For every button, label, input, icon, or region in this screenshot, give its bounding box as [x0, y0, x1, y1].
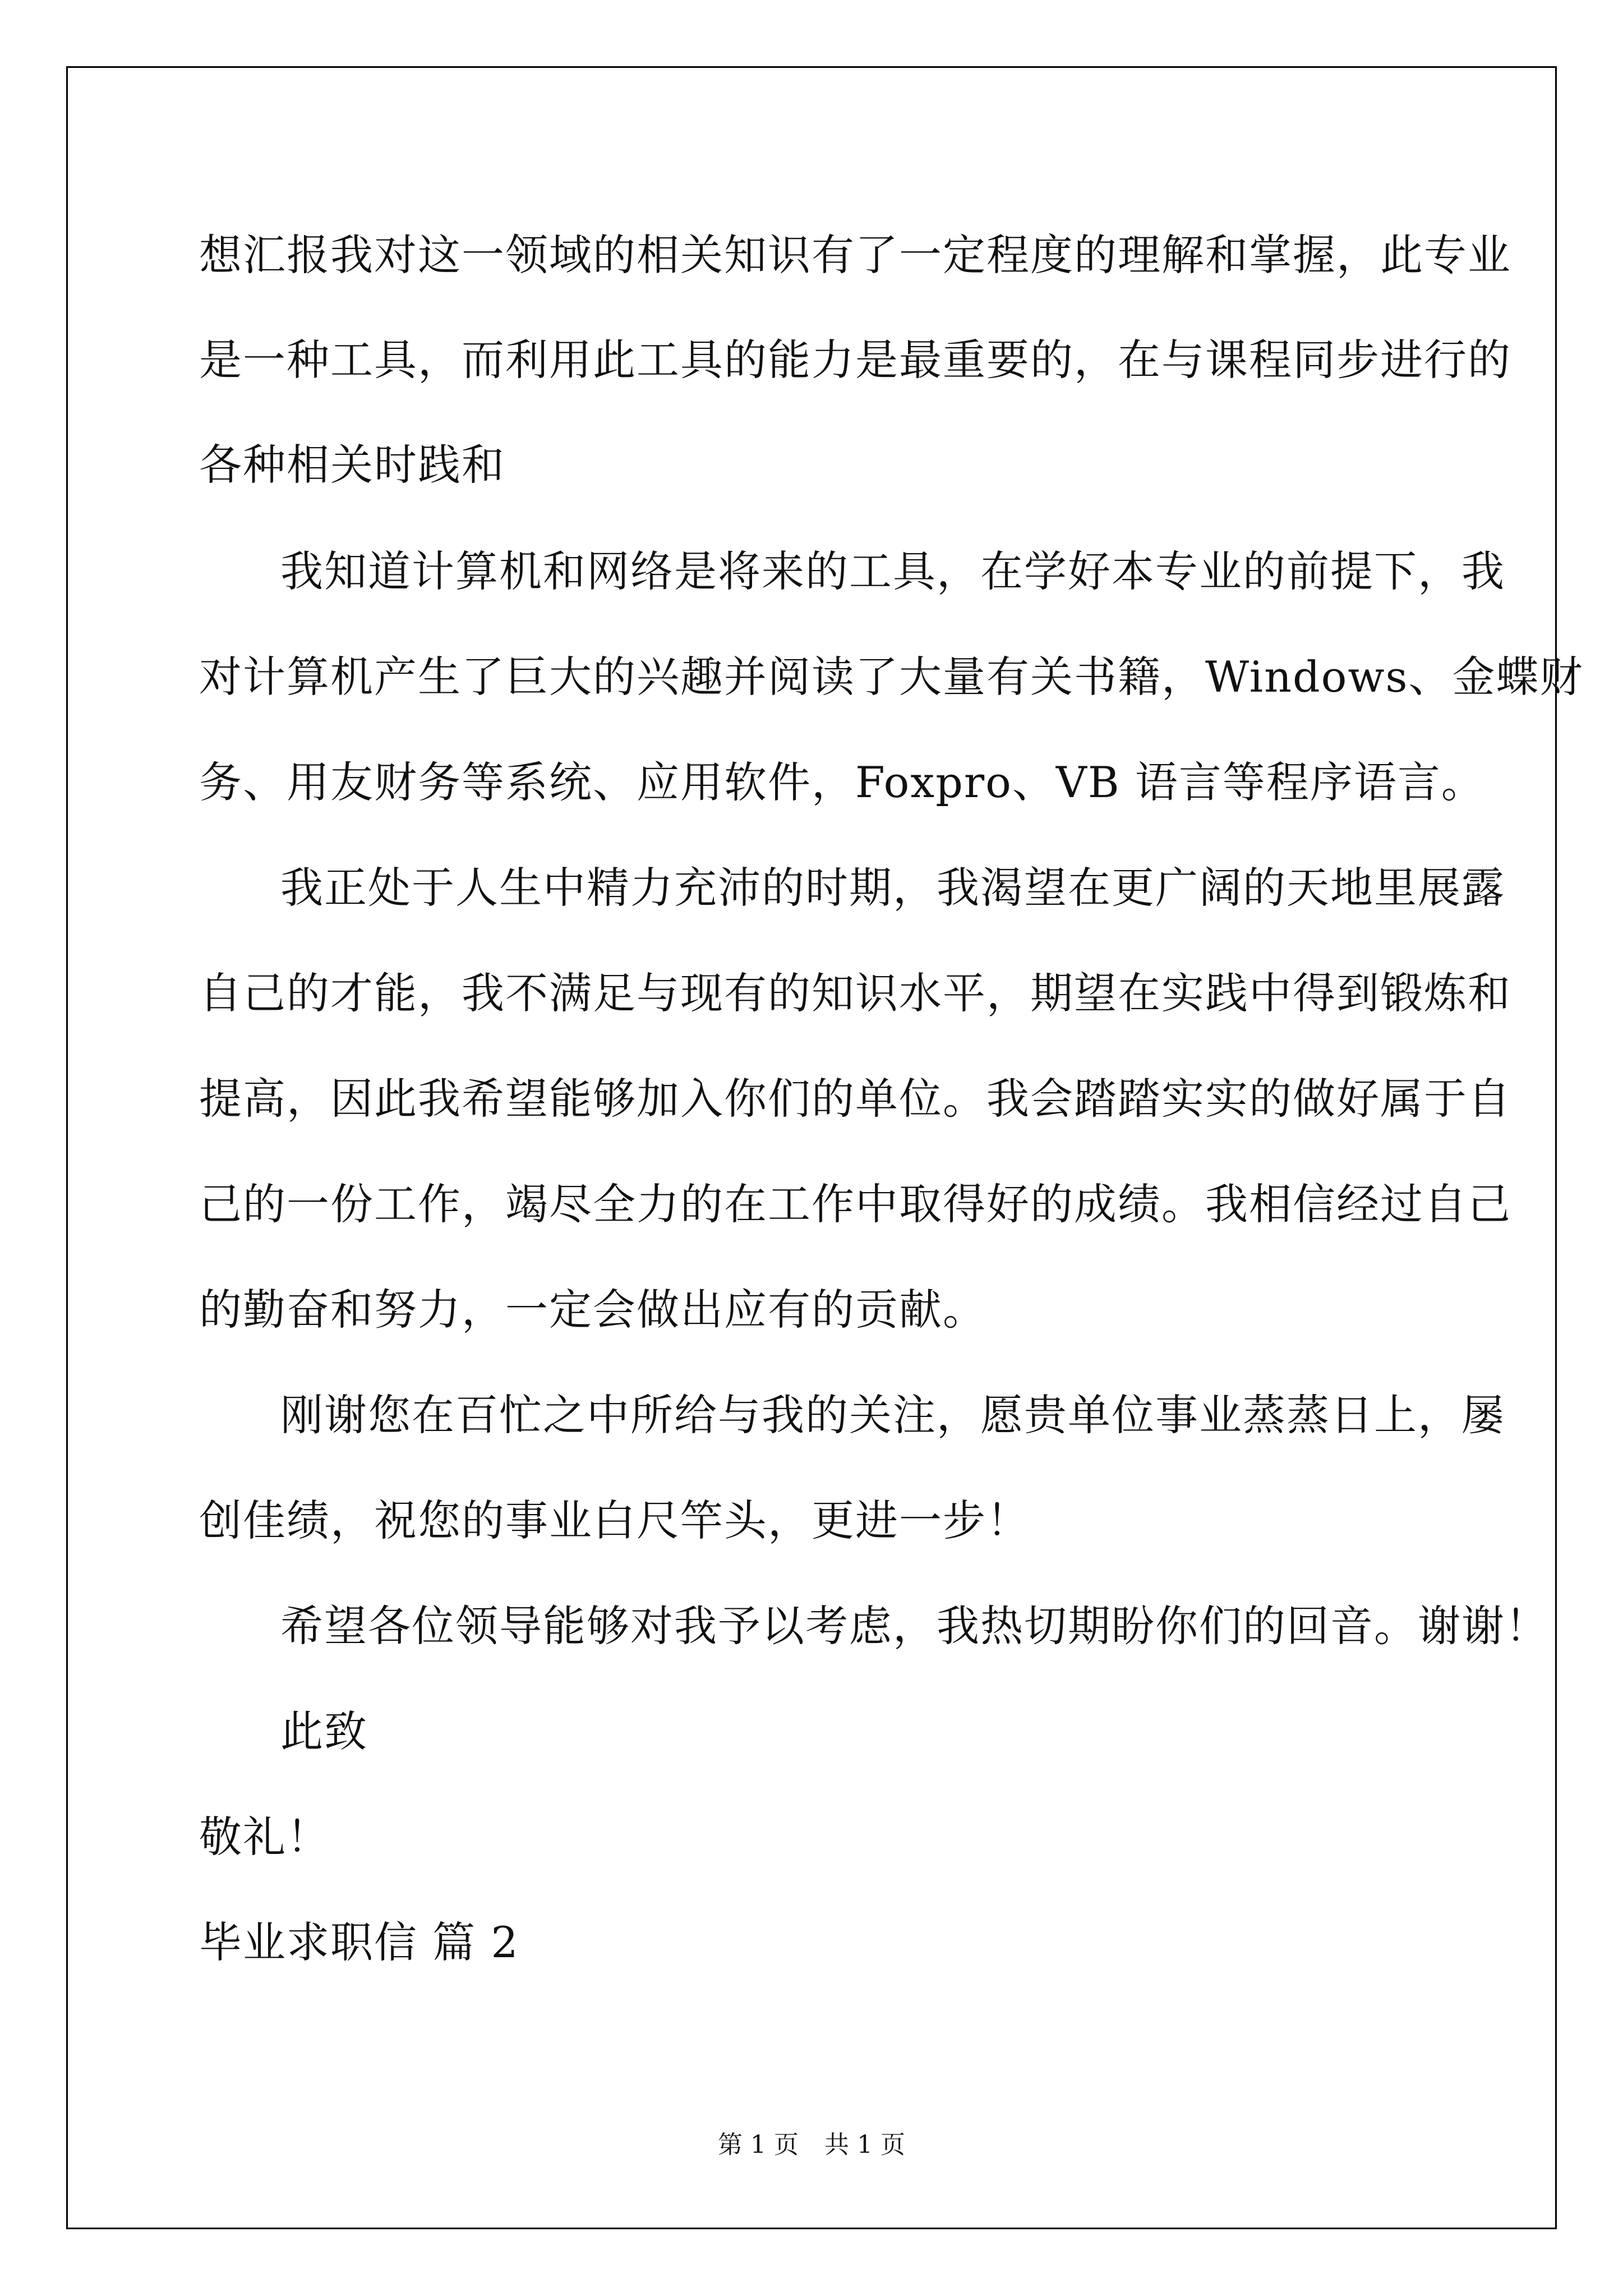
text-line: 想汇报我对这一领域的相关知识有了一定程度的理解和掌握，此专业 — [199, 230, 1511, 280]
text-line: 务、用友财务等系统、应用软件，Foxpro、VB 语言等程序语言。 — [199, 757, 1485, 807]
page-number-total: 共 1 页 — [824, 2131, 905, 2159]
closing-salutation: 此致 — [280, 1706, 368, 1756]
text-line: 对计算机产生了巨大的兴趣并阅读了大量有关书籍，Windows、金蝶财 — [199, 652, 1584, 702]
paragraph-start-line: 刚谢您在百忙之中所给与我的关注，愿贵单位事业蒸蒸日上，屡 — [280, 1390, 1505, 1440]
text-line: 己的一份工作，竭尽全力的在工作中取得好的成绩。我相信经过自己 — [199, 1179, 1511, 1229]
text-line: 的勤奋和努力，一定会做出应有的贡献。 — [199, 1285, 986, 1335]
page-footer — [0, 2133, 1623, 2157]
page-number-current: 第 1 页 — [718, 2131, 799, 2159]
section-heading: 毕业求职信 篇 2 — [199, 1917, 519, 1967]
text-line: 是一种工具，而利用此工具的能力是最重要的，在与课程同步进行的 — [199, 335, 1511, 385]
closing-regards: 敬礼！ — [199, 1812, 330, 1862]
page-frame — [66, 66, 1557, 2229]
text-line: 各种相关时践和 — [199, 440, 505, 490]
text-line: 创佳绩，祝您的事业白尺竿头，更进一步！ — [199, 1496, 1030, 1545]
paragraph-start-line: 希望各位领导能够对我予以考虑，我热切期盼你们的回音。谢谢！ — [280, 1601, 1549, 1651]
text-line: 提高，因此我希望能够加入你们的单位。我会踏踏实实的做好属于自 — [199, 1074, 1511, 1124]
text-line: 自己的才能，我不满足与现有的知识水平，期望在实践中得到锻炼和 — [199, 968, 1511, 1018]
paragraph-start-line: 我正处于人生中精力充沛的时期，我渴望在更广阔的天地里展露 — [280, 863, 1505, 913]
paragraph-start-line: 我知道计算机和网络是将来的工具，在学好本专业的前提下，我 — [280, 546, 1505, 596]
